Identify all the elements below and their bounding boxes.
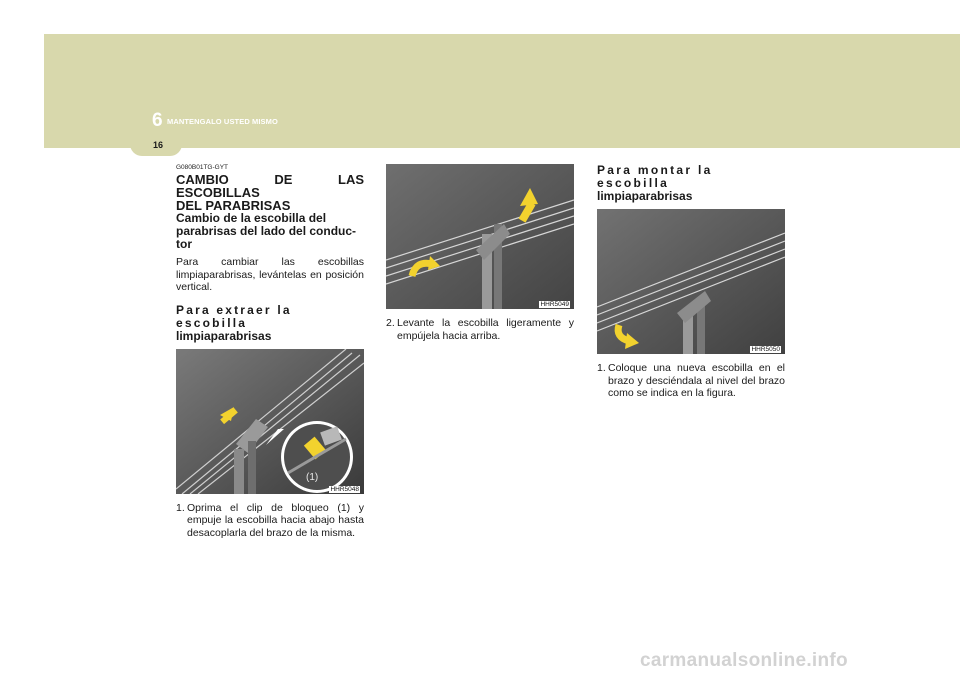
page-number: 16 xyxy=(153,140,164,150)
remove-heading: Para extraer la escobilla limpiaparabrisas xyxy=(176,302,292,343)
wiper-photo-1 xyxy=(176,349,364,494)
column-install-blade xyxy=(597,164,785,400)
figure-code: HHR5050 xyxy=(751,346,780,353)
figure-code: HHR5049 xyxy=(540,301,569,308)
wiper-photo-2 xyxy=(386,164,574,309)
section-title: CAMBIO DE LAS ESCOBILLAS DEL PARABRISAS xyxy=(176,172,364,213)
figure-callout-label: (1) xyxy=(306,471,319,483)
figure-hhr5050 xyxy=(597,209,785,354)
figure-code: HHR5048 xyxy=(330,485,359,493)
figure-hhr5048 xyxy=(176,349,364,494)
column-remove-blade xyxy=(176,164,364,539)
step-install-1: 1. Coloque una nueva escobilla en el brazo y desciéndala al nivel del brazo como se indica en la figura. xyxy=(597,362,785,399)
section-subtitle: Cambio de la escobilla del parabrisas del lado del conduc- tor xyxy=(176,211,357,251)
figure-hhr5049 xyxy=(386,164,574,309)
chapter-title: MANTENGALO USTED MISMO xyxy=(167,117,278,126)
header-band xyxy=(44,34,960,148)
section-code: G080B01TG-GYT xyxy=(176,164,229,171)
step-1: 1. Oprima el clip de bloqueo (1) y empuje la escobilla hacia abajo hasta desacoplarla del brazo de la misma. xyxy=(176,501,364,539)
intro-paragraph: Para cambiar las escobillas limpiaparabrisas, levántelas en posición vertical. xyxy=(176,256,364,293)
wiper-photo-3 xyxy=(597,209,785,354)
column-lift-blade xyxy=(386,164,574,342)
step-2: 2. Levante la escobilla ligeramente y empújela hacia arriba. xyxy=(386,317,574,342)
install-heading: Para montar la escobilla limpiaparabrisas xyxy=(597,163,713,203)
watermark: carmanualsonline.info xyxy=(640,650,848,671)
chapter-number: 6 xyxy=(152,110,163,131)
